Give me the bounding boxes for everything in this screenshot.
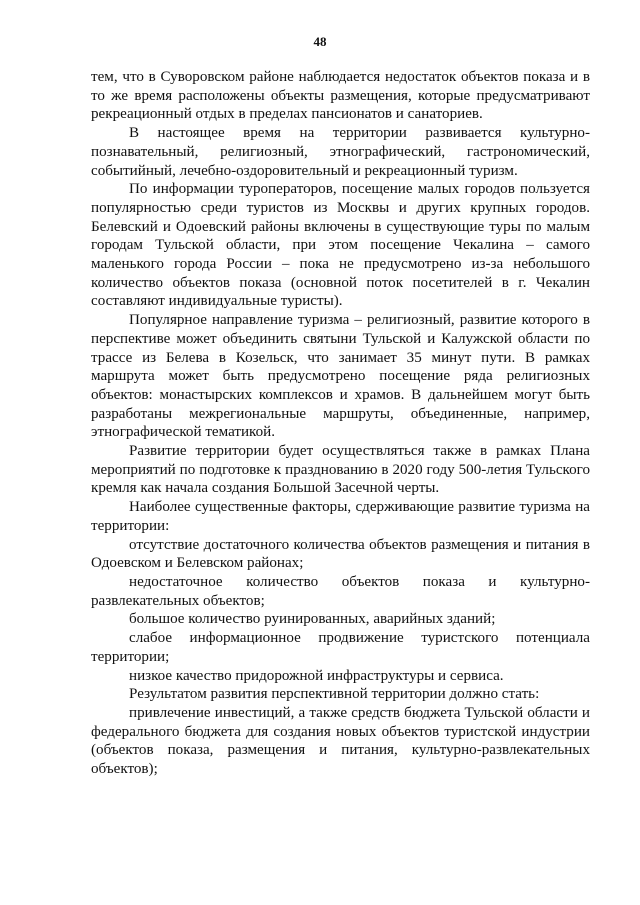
paragraph-5: Развитие территории будет осуществляться также в рамках Плана мероприятий по подготовке к празднованию в 2020 году 500-летия Тульского кремля как начала создания Большой Засечной черты. [91, 443, 590, 497]
paragraph-3: По информации туроператоров, посещение малых городов пользуется популярностью среди туристов из Москвы и других крупных городов. Белевский и Одоевский районы включены в существующие туры по малым городам Тульской области, при этом посещение Чекалина – самого маленького города России – пока не предусмотрено из-за небольшого количество объектов показа (основной поток посетителей в г. Чекалин составляют индивидуальные туристы). [91, 181, 590, 310]
list-item-4: слабое информационное продвижение туристского потенциала территории; [91, 630, 590, 665]
paragraph-4: Популярное направление туризма – религиозный, развитие которого в перспективе может объединить святыни Тульской и Калужской области по трассе из Белева в Козельск, что занимает 35 минут пути. В рамках маршрута может быть предусмотрено посещение ряда религиозных объектов: монастырских комплексов и храмов. В дальнейшем могут быть разработаны межрегиональные маршруты, объединенные, например, этнографической тематикой. [91, 312, 590, 441]
paragraph-1: тем, что в Суворовском районе наблюдается недостаток объектов показа и в то же время расположены объекты размещения, которые предусматривают рекреационный отдых в пределах пансионатов и санаториев. [91, 69, 590, 123]
page-number: 48 [313, 34, 327, 49]
document-body [91, 68, 590, 779]
list-item-1: отсутствие достаточного количества объектов размещения и питания в Одоевском и Белевском районах; [91, 536, 590, 572]
list-item-5: низкое качество придорожной инфраструктуры и сервиса. [129, 667, 504, 684]
list-item-3: большое количество руинированных, аварийных зданий; [129, 611, 496, 628]
paragraph-7: Результатом развития перспективной территории должно стать: [129, 686, 540, 703]
list-item-2: недостаточное количество объектов показа и культурно-развлекательных объектов; [91, 573, 590, 609]
paragraph-2: В настоящее время на территории развивается культурно-познавательный, религиозный, этнографический, гастрономический, событийный, лечебно-оздоровительный и рекреационный туризм. [91, 125, 590, 179]
list-item-6: привлечение инвестиций, а также средств бюджета Тульской области и федерального бюджета для создания новых объектов туристской индустрии (объектов показа, размещения и питания, культурно-развлекательных объектов); [91, 704, 590, 778]
paragraph-6: Наиболее существенные факторы, сдерживающие развитие туризма на территории: [91, 499, 590, 534]
